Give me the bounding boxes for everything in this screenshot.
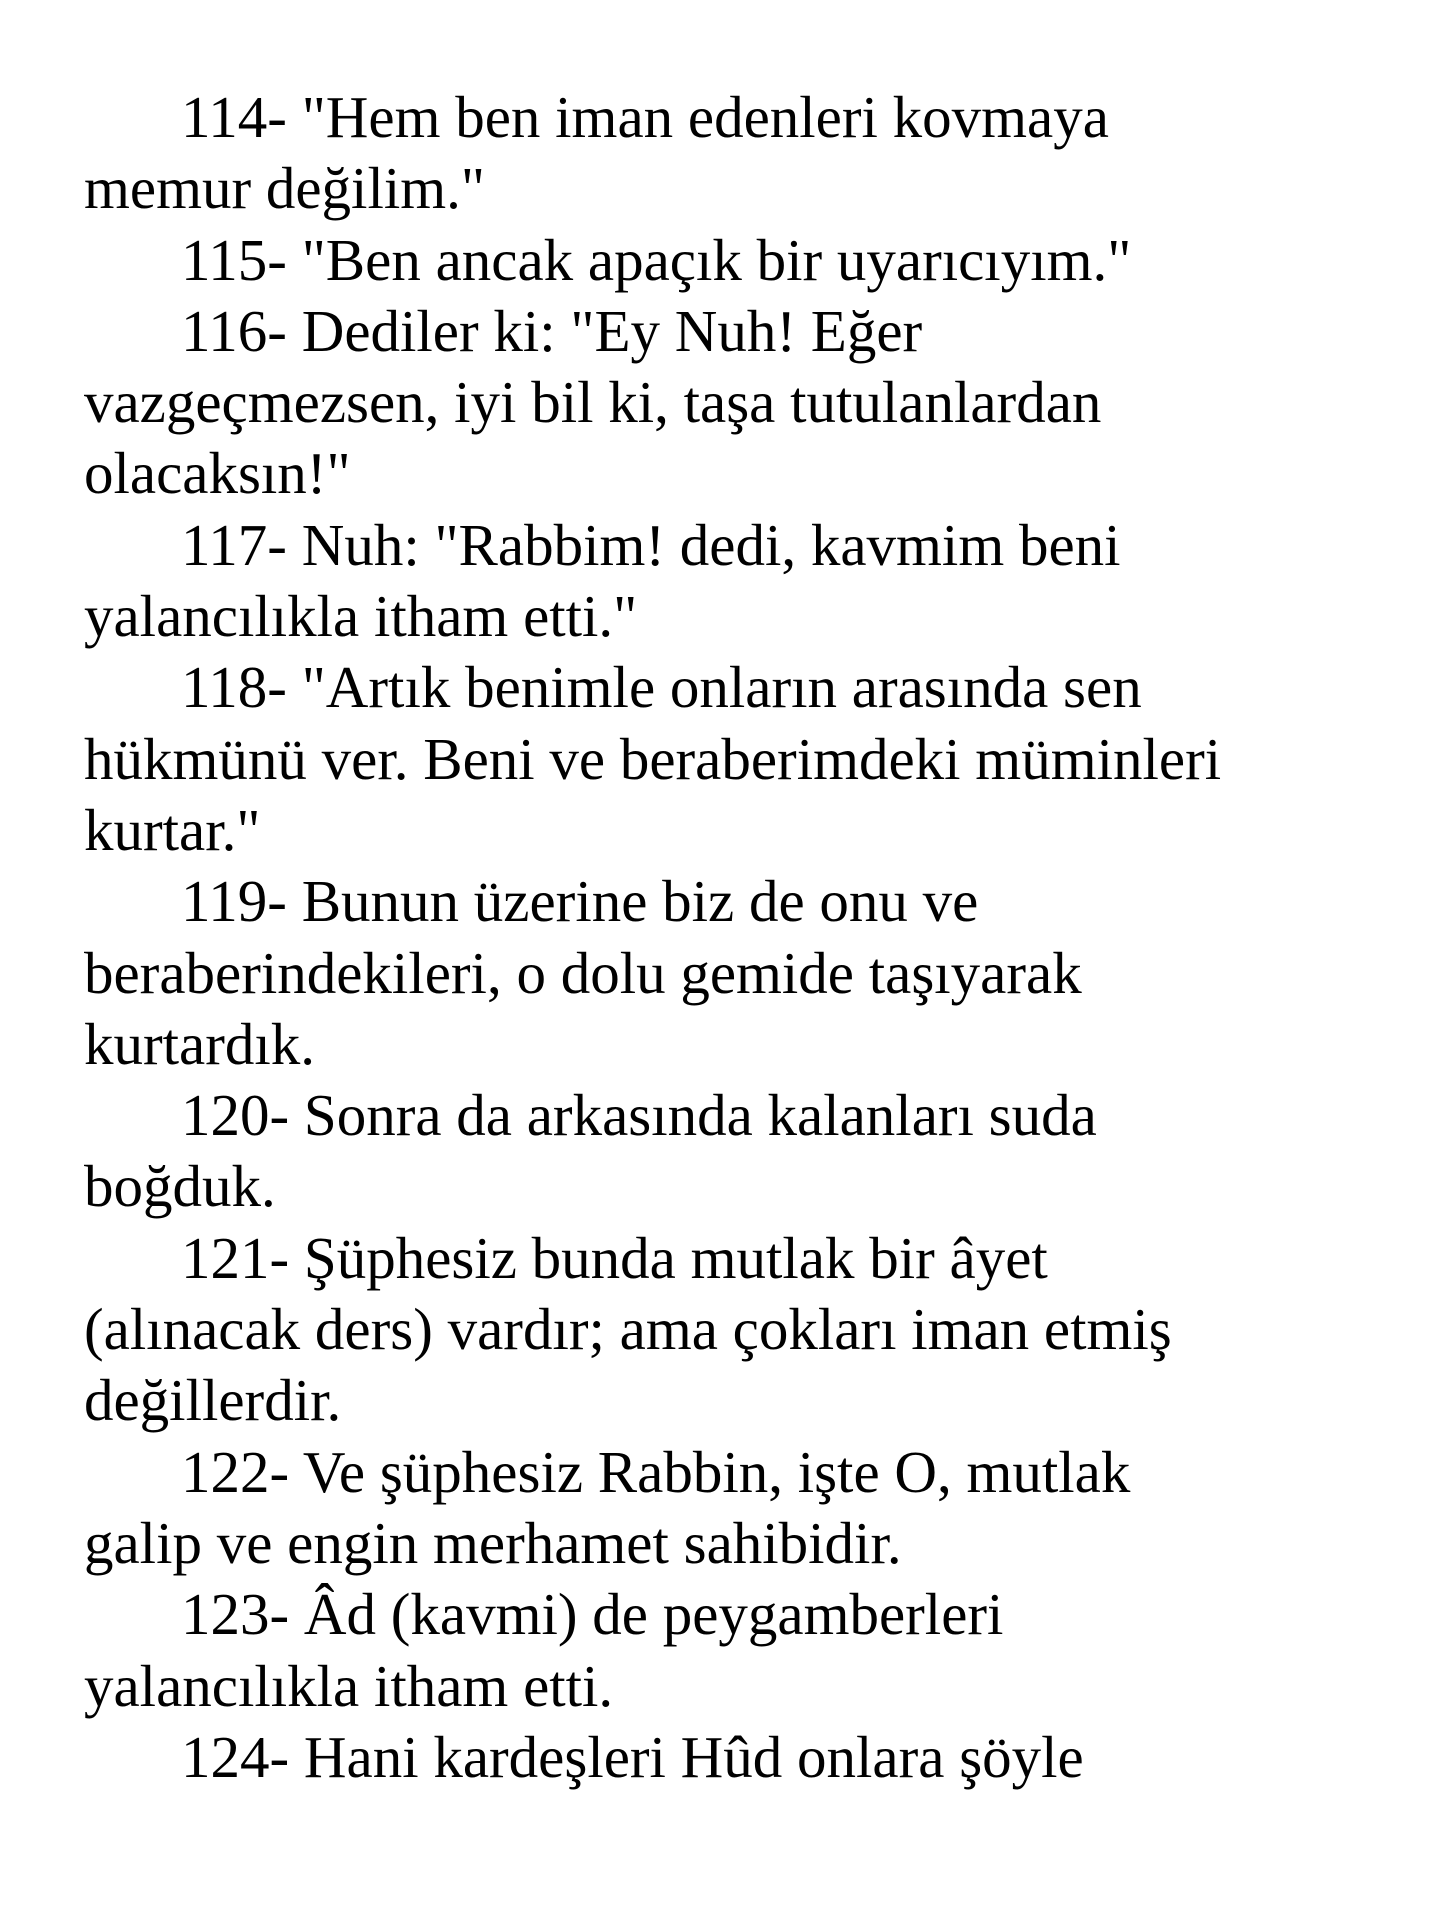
verse-121	[84, 1223, 1384, 1437]
document-page	[84, 82, 1384, 1793]
text-line: olacaksın!"	[84, 440, 351, 507]
text-line: kurtardık.	[84, 1010, 316, 1077]
text-line: beraberindekileri, o dolu gemide taşıyarak	[84, 939, 1082, 1006]
text-line: 121- Şüphesiz bunda mutlak bir âyet	[181, 1224, 1048, 1291]
text-line: (alınacak ders) vardır; ama çokları iman etmiş	[84, 1296, 1172, 1363]
text-line: yalancılıkla itham etti.	[84, 1652, 614, 1719]
verse-123	[84, 1579, 1384, 1722]
text-line: 123- Âd (kavmi) de peygamberleri	[181, 1581, 1004, 1648]
text-line: galip ve engin merhamet sahibidir.	[84, 1509, 902, 1576]
text-line: 116- Dediler ki: "Ey Nuh! Eğer	[181, 297, 923, 364]
text-line: 120- Sonra da arkasında kalanları suda	[181, 1082, 1097, 1149]
text-line: 124- Hani kardeşleri Hûd onlara şöyle	[181, 1723, 1084, 1790]
text-line: hükmünü ver. Beni ve beraberimdeki müminleri	[84, 725, 1222, 792]
verse-115	[84, 225, 1384, 296]
text-line: 119- Bunun üzerine biz de onu ve	[181, 868, 979, 935]
text-line: değillerdir.	[84, 1367, 342, 1434]
verse-124	[84, 1722, 1384, 1793]
verse-122	[84, 1437, 1384, 1580]
verse-119	[84, 866, 1384, 1080]
text-line: 115- "Ben ancak apaçık bir uyarıcıyım."	[181, 226, 1132, 293]
verse-117	[84, 510, 1384, 653]
text-line: kurtar."	[84, 796, 261, 863]
text-line: 122- Ve şüphesiz Rabbin, işte O, mutlak	[181, 1438, 1131, 1505]
text-line: memur değilim."	[84, 155, 485, 222]
text-line: 118- "Artık benimle onların arasında sen	[181, 654, 1142, 721]
verse-118	[84, 652, 1384, 866]
text-line: yalancılıkla itham etti."	[84, 583, 638, 650]
verse-116	[84, 296, 1384, 510]
text-line: 117- Nuh: "Rabbim! dedi, kavmim beni	[181, 511, 1121, 578]
text-line: 114- "Hem ben iman edenleri kovmaya	[181, 84, 1109, 150]
verse-114	[84, 82, 1384, 225]
text-line: vazgeçmezsen, iyi bil ki, taşa tutulanlardan	[84, 369, 1102, 436]
text-line: boğduk.	[84, 1153, 276, 1220]
verse-120	[84, 1080, 1384, 1223]
